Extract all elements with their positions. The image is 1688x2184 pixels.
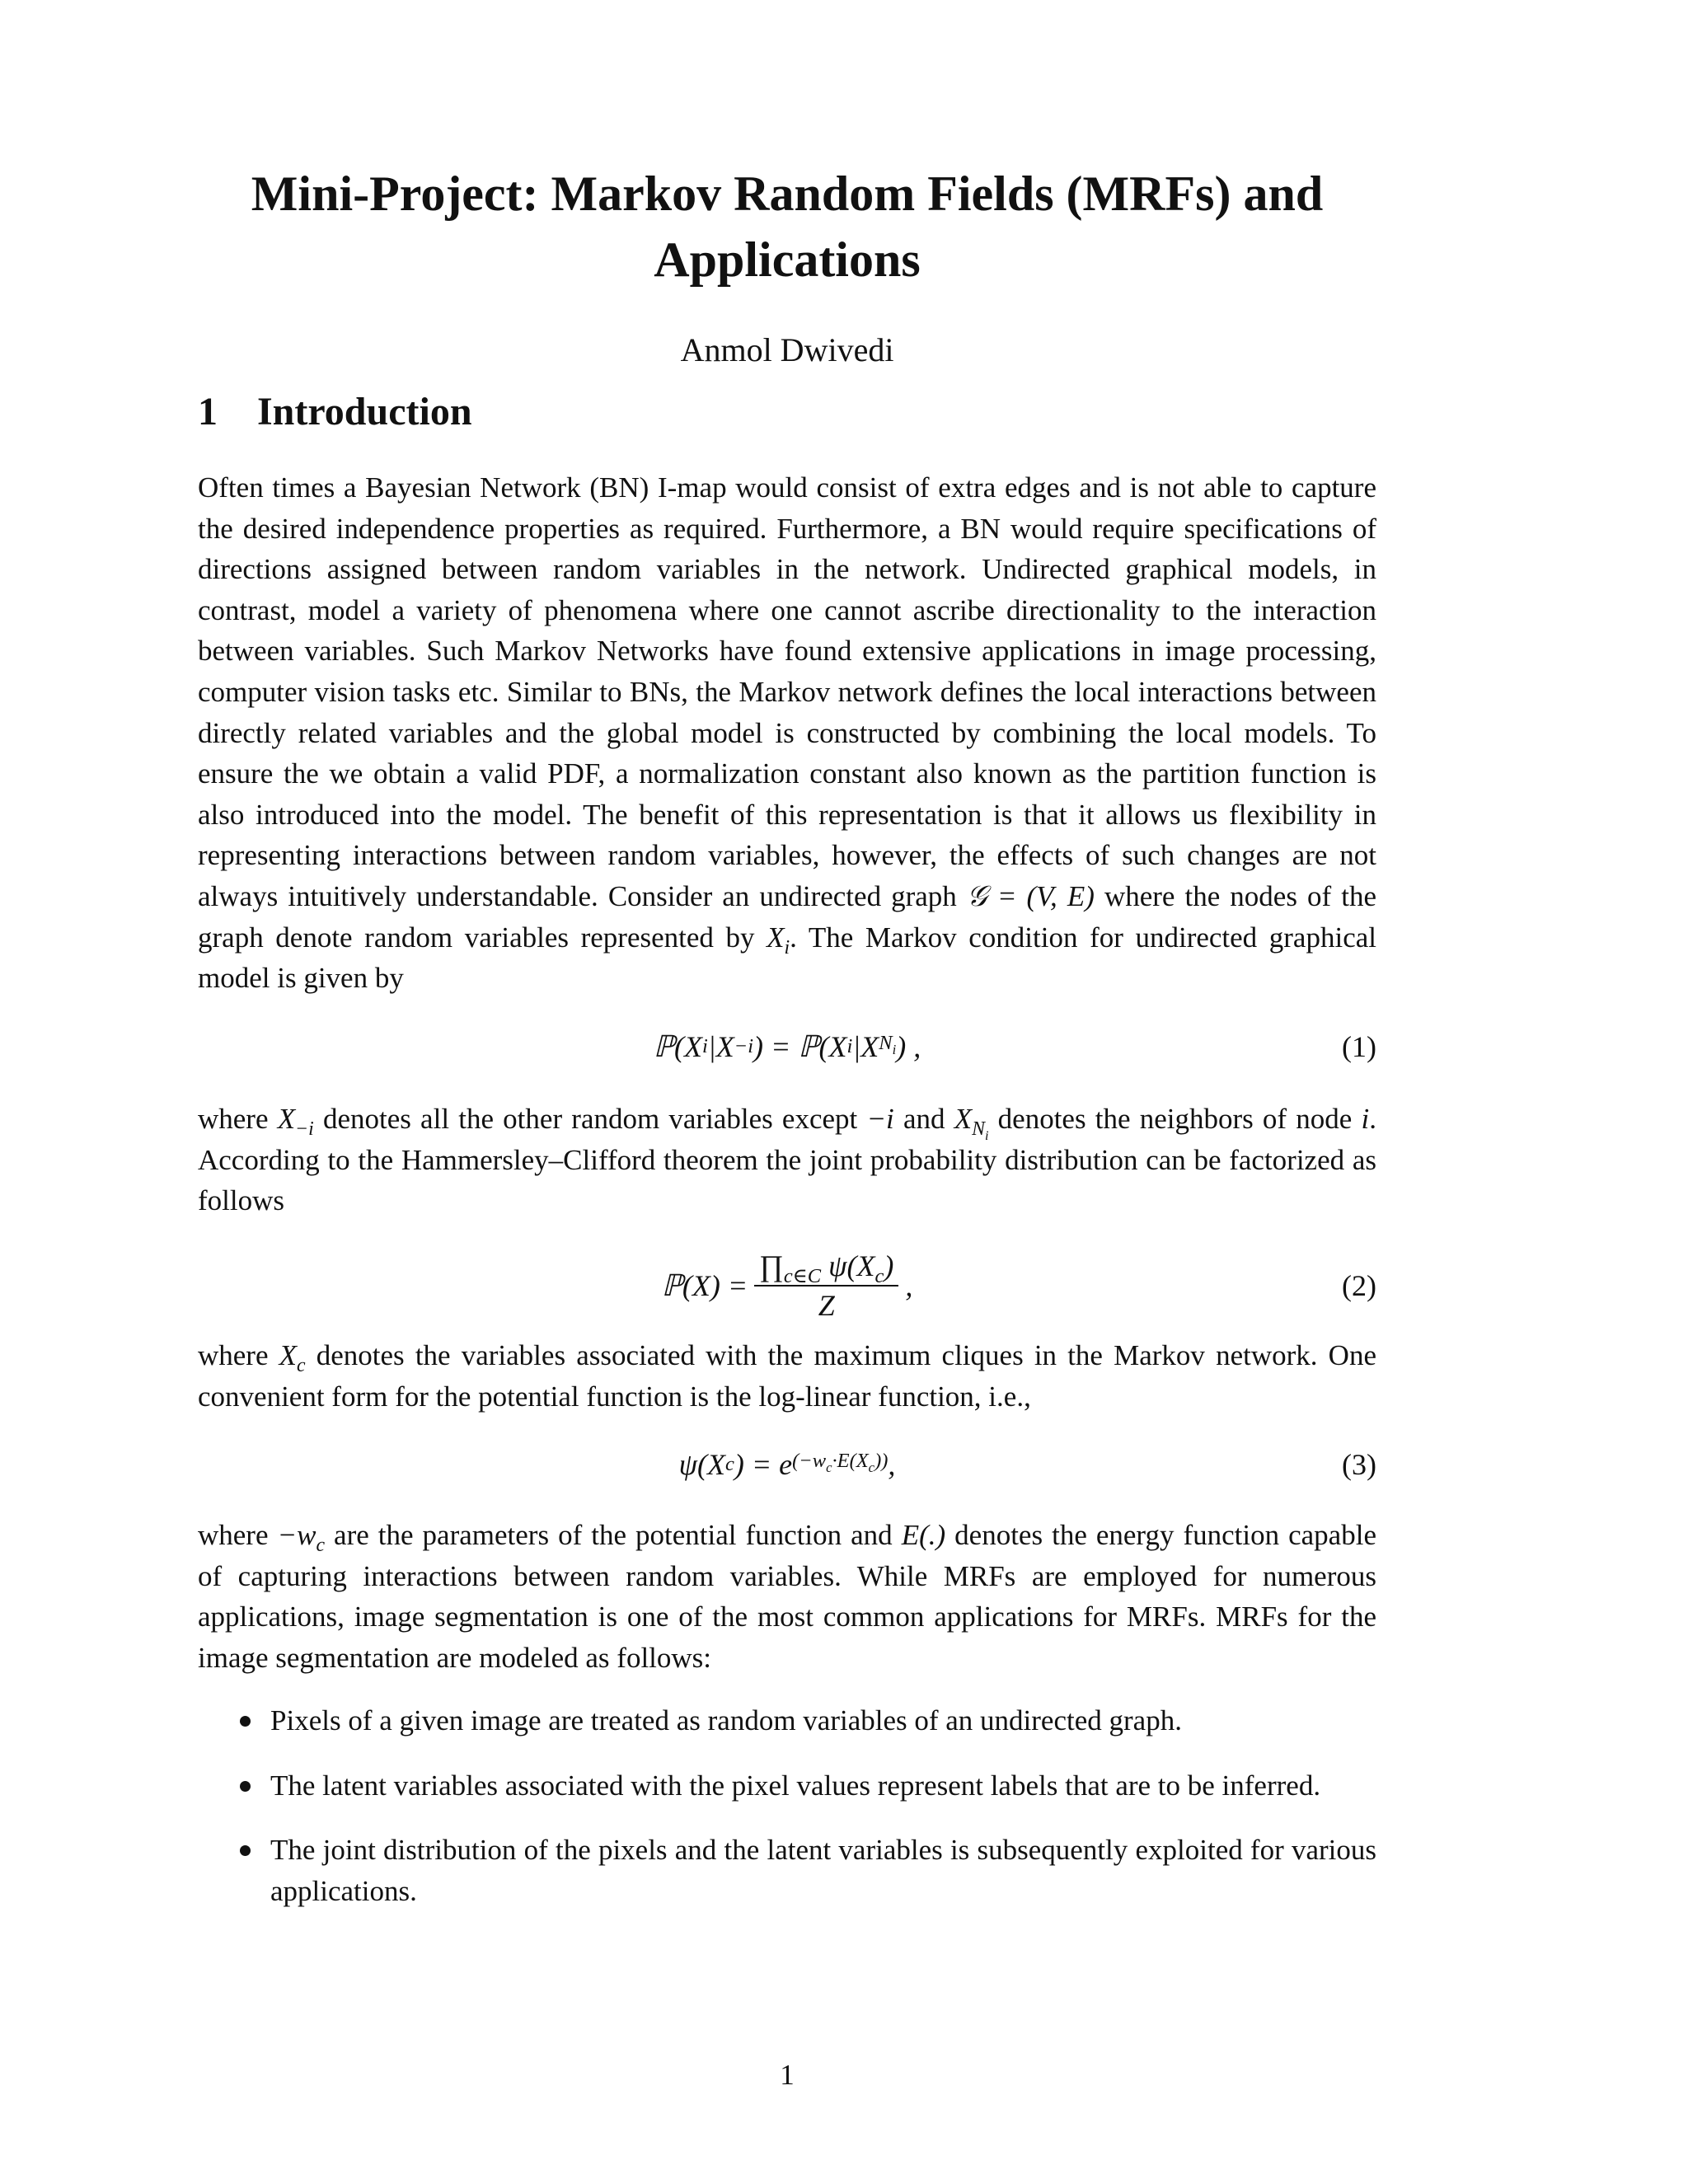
- equation-1: [198, 1014, 1376, 1080]
- paper-title: Mini-Project: Markov Random Fields (MRFs) and Applications: [251, 166, 1324, 287]
- parameter-wc: $-w_c$: [277, 1519, 326, 1556]
- equation-2-fraction: $\frac{\prod_{c\in C} \psi(X_c)}{Z}$: [754, 1249, 898, 1323]
- variable-xi: $X_i$: [767, 921, 790, 958]
- page-number: 1: [780, 2059, 795, 2091]
- variable-x-minus-i: $X_{-i}$: [277, 1103, 314, 1140]
- equation-1-body: ℙ(X i |X −i ) = ℙ(X i |X $N_i$ ) ,: [653, 1030, 921, 1063]
- equation-3-body: ψ(X c ) = e $(-w_c\cdot E(X_c))$ ,: [678, 1448, 896, 1481]
- list-item: Pixels of a given image are treated as random variables of an undirected graph.: [198, 1700, 1376, 1741]
- energy-paragraph: where $-w_c$ are the parameters of the potential function and E(.) denotes the energy function capable of capturing interactions between random variables. While MRFs are employed for numerous applications, image segmentation is one of the most common applications for MRFs. MRFs for the image segmentation are modeled as follows:: [198, 1519, 1376, 1674]
- section-title: Introduction: [257, 390, 472, 434]
- factorization-paragraph: where $X_{-i}$ denotes all the other random variables except −i and $X_{N_i}$ denotes the neighbors of node i. According to the Hammersley–Clifford theorem the joint probability distribution can be factorized as follows: [198, 1103, 1376, 1217]
- energy-function: E(.): [901, 1519, 946, 1551]
- equation-2-body: ℙ(X) = $\frac{\prod_{c\in C} \psi(X_c)}{Z}$ ,: [661, 1249, 913, 1322]
- author-name: Anmol Dwivedi: [680, 331, 894, 368]
- variable-xc: $X_c$: [279, 1339, 306, 1376]
- variable-x-ni: $X_{N_i}$: [954, 1103, 989, 1143]
- node-i: i: [1361, 1103, 1370, 1135]
- equation-2-number: (2): [1342, 1269, 1376, 1302]
- equation-3: [198, 1432, 1376, 1497]
- bullet-icon: [240, 1781, 251, 1792]
- bullet-icon: [240, 1716, 251, 1727]
- paragraph-text: Often times a Bayesian Network (BN) I-map would consist of extra edges and is not able to capture the desired independence properties as required. Furthermore, a BN would require specifications of directions assigned between random variables in the network. Undirected graphical models, in contrast, model a variety of phenomena where one cannot ascribe directionality to the interaction between variables. Such Markov Networks have found extensive applications in image processing, computer vision tasks etc. Similar to BNs, the Markov network defines the local interactions between directly related variables and the global model is constructed by combining the local models. To ensure the we obtain a valid PDF, a normalization constant also known as the partition function is also introduced into the model. The benefit of this representation is that it allows us flexibility in representing interactions between random variables, however, the effects of such changes are not always intuitively understandable. Consider an undirected graph: [198, 471, 1376, 912]
- graph-definition-math: 𝒢 = (V, E): [966, 879, 1095, 912]
- list-item: The latent variables associated with the pixel values represent labels that are to be inferred.: [198, 1765, 1376, 1807]
- bullet-list: [198, 1700, 1376, 1935]
- list-item: The joint distribution of the pixels and the latent variables is subsequently exploited for various applications.: [198, 1830, 1376, 1911]
- section-number: 1: [198, 390, 218, 434]
- index-minus-i: −i: [866, 1103, 894, 1135]
- paragraph-text: where the nodes of the graph denote random variables represented by: [198, 879, 1376, 954]
- equation-3-number: (3): [1342, 1448, 1376, 1481]
- intro-paragraph: [198, 467, 1376, 999]
- paragraph-text: . The Markov condition for undirected graphical model is given by: [198, 921, 1376, 995]
- equation-2: [198, 1244, 1376, 1327]
- bullet-icon: [240, 1845, 251, 1856]
- clique-paragraph: where $X_c$ denotes the variables associated with the maximum cliques in the Markov network. One convenient form for the potential function is the log-linear function, i.e.,: [198, 1339, 1376, 1413]
- equation-1-number: (1): [1342, 1030, 1376, 1063]
- section-heading: [198, 387, 472, 437]
